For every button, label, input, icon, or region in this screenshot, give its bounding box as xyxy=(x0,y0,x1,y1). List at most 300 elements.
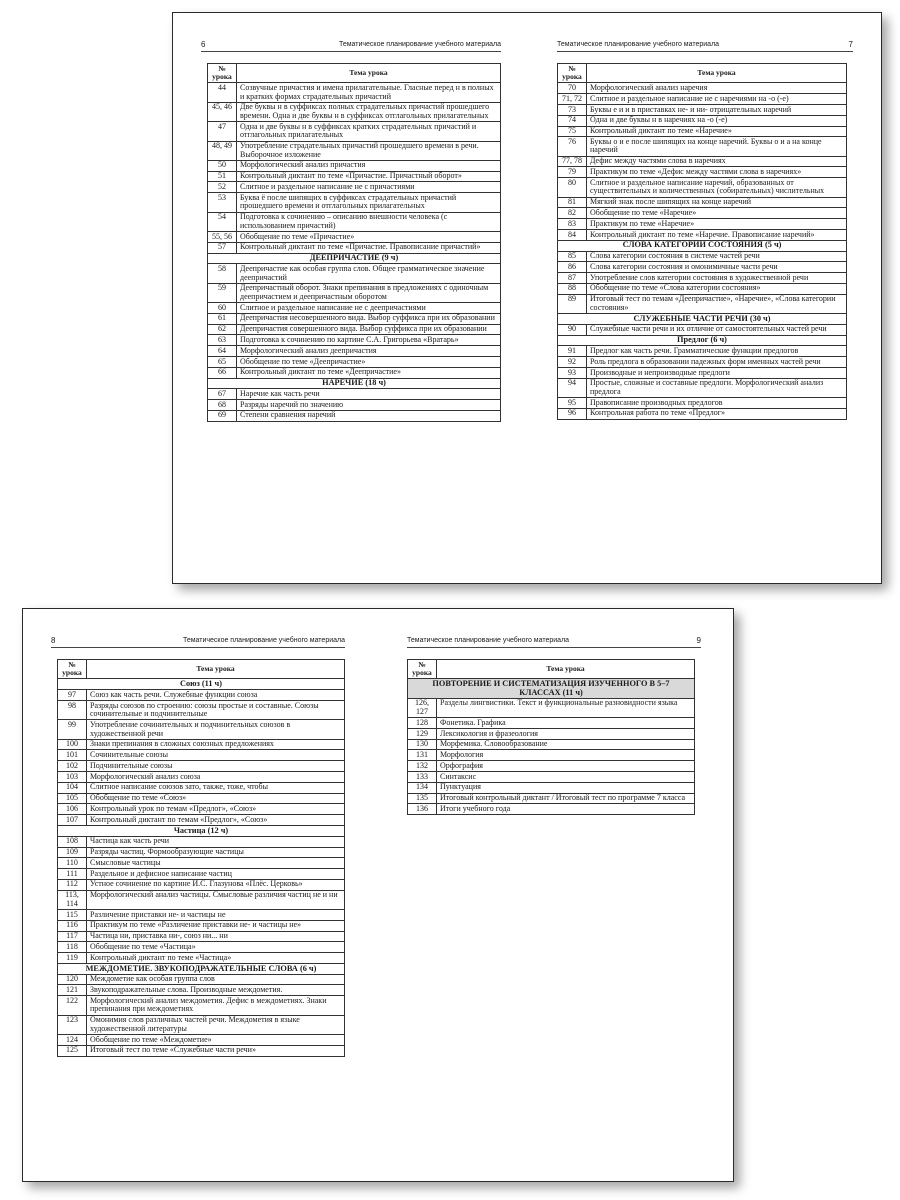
table-row xyxy=(558,262,847,273)
lesson-topic: Союз как часть речи. Служебные функции союза xyxy=(87,690,345,701)
lesson-topic: Морфология xyxy=(437,750,695,761)
lesson-number: 110 xyxy=(58,858,87,869)
lesson-number: 59 xyxy=(208,283,237,302)
running-header xyxy=(557,39,853,52)
section-heading: ДЕЕПРИЧАСТИЕ (9 ч) xyxy=(208,253,501,264)
lesson-number: 128 xyxy=(408,718,437,729)
lesson-number: 102 xyxy=(58,761,87,772)
lesson-number: 121 xyxy=(58,985,87,996)
table-row xyxy=(58,750,345,761)
lesson-topic: Обобщение по теме «Причастие» xyxy=(237,231,501,242)
table-row xyxy=(208,346,501,357)
lesson-number: 101 xyxy=(58,750,87,761)
table-row xyxy=(208,400,501,411)
table-row xyxy=(558,398,847,409)
lesson-topic: Подготовка к сочинению – описанию внешности человека (с использованием причастий) xyxy=(237,212,501,231)
table-row xyxy=(208,182,501,193)
table-row xyxy=(208,410,501,421)
table-row xyxy=(58,1035,345,1046)
lesson-number: 134 xyxy=(408,782,437,793)
lesson-topic: Междометие как особая группа слов xyxy=(87,974,345,985)
lesson-topic: Подготовка к сочинению по картине С.А. Григорьева «Вратарь» xyxy=(237,335,501,346)
lesson-topic: Практикум по теме «Наречие» xyxy=(587,219,847,230)
lesson-number: 62 xyxy=(208,324,237,335)
table-row xyxy=(208,389,501,400)
lesson-number: 107 xyxy=(58,815,87,826)
table-row xyxy=(208,367,501,378)
lesson-topic: Слова категории состояния и омонимичные части речи xyxy=(587,262,847,273)
table-row xyxy=(208,356,501,367)
lesson-topic: Деепричастия несовершенного вида. Выбор суффикса при их образовании xyxy=(237,313,501,324)
lesson-topic: Употребление сочинительных и подчинительных союзов в художественной речи xyxy=(87,720,345,739)
section-heading-row xyxy=(408,679,695,698)
lesson-topic: Употребление страдательных причастий прошедшего времени в речи. Выборочное изложение xyxy=(237,141,501,160)
table-row xyxy=(58,1015,345,1034)
lesson-number: 60 xyxy=(208,303,237,314)
lesson-number: 82 xyxy=(558,208,587,219)
lesson-topic: Итоговый тест по темам «Деепричастие», «Наречие», «Слова категории состояния» xyxy=(587,294,847,313)
table-row xyxy=(58,804,345,815)
table-row xyxy=(58,974,345,985)
table-row xyxy=(408,728,695,739)
table-row xyxy=(408,793,695,804)
lesson-topic: Буква ё после шипящих в суффиксах страдательных причастий прошедшего времени и отглагольных прилагательных xyxy=(237,193,501,212)
table-row xyxy=(558,346,847,357)
lesson-number: 91 xyxy=(558,346,587,357)
lesson-number: 132 xyxy=(408,761,437,772)
lesson-number: 126, 127 xyxy=(408,698,437,717)
table-row xyxy=(58,931,345,942)
table-row xyxy=(208,102,501,121)
lesson-topic: Различение приставки не- и частицы не xyxy=(87,910,345,921)
table-row xyxy=(408,750,695,761)
column-header-lesson-number: № урока xyxy=(208,64,237,83)
table-row xyxy=(558,156,847,167)
lesson-topic: Обобщение по теме «Наречие» xyxy=(587,208,847,219)
running-header-title: Тематическое планирование учебного материала xyxy=(557,41,720,48)
table-row xyxy=(208,303,501,314)
table-header-row xyxy=(408,660,695,679)
lesson-topic: Подчинительные союзы xyxy=(87,761,345,772)
table-row xyxy=(58,761,345,772)
table-row xyxy=(208,193,501,212)
lesson-number: 76 xyxy=(558,137,587,156)
lesson-number: 93 xyxy=(558,367,587,378)
table-row xyxy=(58,815,345,826)
table-row xyxy=(58,890,345,909)
lesson-topic: Контрольный диктант по теме «Причастие. Причастный оборот» xyxy=(237,171,501,182)
lesson-topic: Орфография xyxy=(437,761,695,772)
lesson-number: 95 xyxy=(558,398,587,409)
lesson-number: 108 xyxy=(58,836,87,847)
lesson-topic: Разделы лингвистики. Текст и функциональные разновидности языка xyxy=(437,698,695,717)
table-row xyxy=(558,219,847,230)
table-row xyxy=(408,698,695,717)
section-heading-row xyxy=(58,679,345,690)
table-row xyxy=(558,94,847,105)
lesson-number: 122 xyxy=(58,996,87,1015)
lesson-number: 70 xyxy=(558,83,587,94)
table-row xyxy=(58,953,345,964)
table-header-row xyxy=(558,64,847,83)
lesson-topic: Контрольный диктант по теме «Наречие» xyxy=(587,126,847,137)
lesson-topic: Фонетика. Графика xyxy=(437,718,695,729)
lesson-number: 68 xyxy=(208,400,237,411)
table-row xyxy=(558,115,847,126)
lesson-topic: Употребление слов категории состояния в художественной речи xyxy=(587,273,847,284)
table-row xyxy=(558,208,847,219)
lesson-number: 100 xyxy=(58,739,87,750)
lesson-number: 125 xyxy=(58,1045,87,1056)
lesson-topic: Омонимия слов различных частей речи. Междометия в языке художественной литературы xyxy=(87,1015,345,1034)
lesson-number: 65 xyxy=(208,356,237,367)
lesson-topic: Морфемика. Словообразование xyxy=(437,739,695,750)
section-heading-row xyxy=(208,253,501,264)
table-row xyxy=(558,197,847,208)
lesson-topic: Частица ни, приставка ни-, союз ни... ни xyxy=(87,931,345,942)
lesson-number: 136 xyxy=(408,804,437,815)
table-row xyxy=(558,178,847,197)
lesson-number: 133 xyxy=(408,772,437,783)
table-row xyxy=(558,229,847,240)
lesson-number: 118 xyxy=(58,942,87,953)
lesson-topic: Деепричастный оборот. Знаки препинания в предложениях с одиночным деепричастием и деепричастным оборотом xyxy=(237,283,501,302)
lesson-topic: Контрольный урок по темам «Предлог», «Союз» xyxy=(87,804,345,815)
table-row xyxy=(208,264,501,283)
lesson-plan-table xyxy=(407,659,695,815)
lesson-number: 94 xyxy=(558,378,587,397)
lesson-number: 97 xyxy=(58,690,87,701)
lesson-topic: Обобщение по теме «Частица» xyxy=(87,942,345,953)
table-row xyxy=(58,869,345,880)
section-heading-row xyxy=(558,240,847,251)
table-row xyxy=(58,772,345,783)
lesson-number: 117 xyxy=(58,931,87,942)
table-row xyxy=(208,122,501,141)
lesson-topic: Морфологический анализ частицы. Смысловые различия частиц не и ни xyxy=(87,890,345,909)
table-row xyxy=(408,761,695,772)
lesson-topic: Служебные части речи и их отличие от самостоятельных частей речи xyxy=(587,324,847,335)
section-heading-row xyxy=(558,335,847,346)
lesson-number: 112 xyxy=(58,879,87,890)
table-row xyxy=(558,273,847,284)
section-heading-row xyxy=(58,825,345,836)
running-header xyxy=(201,39,501,52)
running-header xyxy=(407,635,701,648)
lesson-topic: Итоги учебного года xyxy=(437,804,695,815)
table-row xyxy=(558,137,847,156)
table-row xyxy=(558,126,847,137)
table-row xyxy=(558,283,847,294)
lesson-topic: Практикум по теме «Дефис между частями слова в наречиях» xyxy=(587,167,847,178)
table-row xyxy=(408,782,695,793)
lesson-topic: Морфологический анализ деепричастия xyxy=(237,346,501,357)
lesson-number: 123 xyxy=(58,1015,87,1034)
lesson-number: 83 xyxy=(558,219,587,230)
lesson-topic: Правописание производных предлогов xyxy=(587,398,847,409)
table-header-row xyxy=(208,64,501,83)
lesson-topic: Контрольный диктант по темам «Предлог», «Союз» xyxy=(87,815,345,826)
lesson-topic: Мягкий знак после шипящих на конце наречий xyxy=(587,197,847,208)
table-row xyxy=(558,83,847,94)
lesson-number: 106 xyxy=(58,804,87,815)
lesson-topic: Пунктуация xyxy=(437,782,695,793)
table-row xyxy=(408,739,695,750)
lesson-topic: Обобщение по теме «Союз» xyxy=(87,793,345,804)
lesson-topic: Деепричастие как особая группа слов. Общее грамматическое значение деепричастий xyxy=(237,264,501,283)
lesson-topic: Сочинительные союзы xyxy=(87,750,345,761)
lesson-number: 86 xyxy=(558,262,587,273)
section-heading: СЛУЖЕБНЫЕ ЧАСТИ РЕЧИ (30 ч) xyxy=(558,314,847,325)
table-row xyxy=(558,357,847,368)
table-row xyxy=(208,242,501,253)
lesson-number: 98 xyxy=(58,700,87,719)
lesson-topic: Одна и две буквы н в суффиксах кратких страдательных причастий и отглагольных прилагательных xyxy=(237,122,501,141)
lesson-topic: Раздельное и дефисное написание частиц xyxy=(87,869,345,880)
lesson-number: 87 xyxy=(558,273,587,284)
lesson-number: 103 xyxy=(58,772,87,783)
table-row xyxy=(58,985,345,996)
running-header-title: Тематическое планирование учебного материала xyxy=(407,637,570,644)
lesson-topic: Итоговый тест по теме «Служебные части речи» xyxy=(87,1045,345,1056)
lesson-topic: Производные и непроизводные предлоги xyxy=(587,367,847,378)
lesson-number: 79 xyxy=(558,167,587,178)
lesson-topic: Лексикология и фразеология xyxy=(437,728,695,739)
table-row xyxy=(408,804,695,815)
table-row xyxy=(58,793,345,804)
table-row xyxy=(58,858,345,869)
section-heading: Частица (12 ч) xyxy=(58,825,345,836)
table-row xyxy=(58,847,345,858)
column-header-lesson-number: № урока xyxy=(58,660,87,679)
column-header-lesson-number: № урока xyxy=(558,64,587,83)
lesson-number: 61 xyxy=(208,313,237,324)
lesson-number: 67 xyxy=(208,389,237,400)
lesson-topic: Контрольный диктант по теме «Причастие. Правописание причастий» xyxy=(237,242,501,253)
lesson-topic: Морфологический анализ наречия xyxy=(587,83,847,94)
lesson-topic: Контрольный диктант по теме «Частица» xyxy=(87,953,345,964)
section-heading-row xyxy=(58,963,345,974)
table-row xyxy=(58,739,345,750)
table-row xyxy=(558,367,847,378)
lesson-topic: Устное сочинение по картине И.С. Глазунова «Плёс. Церковь» xyxy=(87,879,345,890)
lesson-topic: Контрольный диктант по теме «Деепричастие» xyxy=(237,367,501,378)
section-heading-row xyxy=(558,314,847,325)
lesson-topic: Слитное и раздельное написание не с причастиями xyxy=(237,182,501,193)
lesson-number: 71, 72 xyxy=(558,94,587,105)
table-row xyxy=(58,720,345,739)
column-header-lesson-number: № урока xyxy=(408,660,437,679)
table-row xyxy=(58,782,345,793)
lesson-number: 57 xyxy=(208,242,237,253)
table-row xyxy=(58,920,345,931)
table-row xyxy=(58,942,345,953)
table-row xyxy=(58,700,345,719)
lesson-number: 131 xyxy=(408,750,437,761)
lesson-number: 88 xyxy=(558,283,587,294)
section-heading: Предлог (6 ч) xyxy=(558,335,847,346)
table-row xyxy=(208,83,501,102)
lesson-number: 77, 78 xyxy=(558,156,587,167)
lesson-topic: Роль предлога в образовании падежных форм именных частей речи xyxy=(587,357,847,368)
lesson-plan-table xyxy=(207,63,501,422)
page-number: 6 xyxy=(201,40,206,49)
table-row xyxy=(208,335,501,346)
lesson-number: 96 xyxy=(558,408,587,419)
lesson-number: 92 xyxy=(558,357,587,368)
lesson-number: 135 xyxy=(408,793,437,804)
lesson-topic: Разряды союзов по строению: союзы простые и составные. Союзы сочинительные и подчинительные xyxy=(87,700,345,719)
section-heading: Союз (11 ч) xyxy=(58,679,345,690)
table-row xyxy=(408,772,695,783)
page-number: 7 xyxy=(848,40,853,49)
table-row xyxy=(58,996,345,1015)
lesson-number: 48, 49 xyxy=(208,141,237,160)
table-row xyxy=(558,294,847,313)
table-row xyxy=(58,836,345,847)
table-row xyxy=(208,283,501,302)
running-header-title: Тематическое планирование учебного материала xyxy=(338,41,501,48)
table-row xyxy=(558,324,847,335)
lesson-number: 109 xyxy=(58,847,87,858)
table-row xyxy=(208,231,501,242)
lesson-number: 73 xyxy=(558,104,587,115)
section-heading: СЛОВА КАТЕГОРИИ СОСТОЯНИЯ (5 ч) xyxy=(558,240,847,251)
lesson-topic: Разряды частиц. Формообразующие частицы xyxy=(87,847,345,858)
lesson-number: 54 xyxy=(208,212,237,231)
section-heading: НАРЕЧИЕ (18 ч) xyxy=(208,378,501,389)
lesson-topic: Слитное и раздельное написание не с наречиями на -о (-е) xyxy=(587,94,847,105)
section-heading: МЕЖДОМЕТИЕ. ЗВУКОПОДРАЖАТЕЛЬНЫЕ СЛОВА (6 ч) xyxy=(58,963,345,974)
column-header-lesson-topic: Тема урока xyxy=(237,64,501,83)
book-spread-pages-6-7 xyxy=(172,12,882,584)
lesson-topic: Слитное и раздельное написание наречий, образованных от существительных и количественных (собирательных) числительных xyxy=(587,178,847,197)
lesson-topic: Морфологический анализ междометия. Дефис в междометиях. Знаки препинания при междометиях xyxy=(87,996,345,1015)
lesson-number: 115 xyxy=(58,910,87,921)
lesson-number: 50 xyxy=(208,160,237,171)
lesson-topic: Контрольная работа по теме «Предлог» xyxy=(587,408,847,419)
lesson-number: 53 xyxy=(208,193,237,212)
section-heading: ПОВТОРЕНИЕ И СИСТЕМАТИЗАЦИЯ ИЗУЧЕННОГО В 5–7 КЛАССАХ (11 ч) xyxy=(408,679,695,698)
lesson-number: 81 xyxy=(558,197,587,208)
table-row xyxy=(208,212,501,231)
lesson-number: 104 xyxy=(58,782,87,793)
lesson-topic: Разряды наречий по значению xyxy=(237,400,501,411)
lesson-topic: Морфологический анализ причастия xyxy=(237,160,501,171)
table-row xyxy=(558,408,847,419)
lesson-number: 52 xyxy=(208,182,237,193)
lesson-number: 116 xyxy=(58,920,87,931)
lesson-topic: Смысловые частицы xyxy=(87,858,345,869)
lesson-number: 124 xyxy=(58,1035,87,1046)
lesson-number: 64 xyxy=(208,346,237,357)
lesson-number: 105 xyxy=(58,793,87,804)
lesson-topic: Деепричастия совершенного вида. Выбор суффикса при их образовании xyxy=(237,324,501,335)
lesson-number: 58 xyxy=(208,264,237,283)
table-row xyxy=(58,1045,345,1056)
lesson-topic: Обобщение по теме «Деепричастие» xyxy=(237,356,501,367)
column-header-lesson-topic: Тема урока xyxy=(587,64,847,83)
lesson-number: 120 xyxy=(58,974,87,985)
table-row xyxy=(558,378,847,397)
table-row xyxy=(408,718,695,729)
lesson-number: 129 xyxy=(408,728,437,739)
lesson-topic: Простые, сложные и составные предлоги. Морфологический анализ предлога xyxy=(587,378,847,397)
lesson-number: 119 xyxy=(58,953,87,964)
table-row xyxy=(558,167,847,178)
table-row xyxy=(58,879,345,890)
lesson-topic: Степени сравнения наречий xyxy=(237,410,501,421)
lesson-number: 130 xyxy=(408,739,437,750)
table-row xyxy=(208,324,501,335)
lesson-topic: Слова категории состояния в системе частей речи xyxy=(587,251,847,262)
lesson-number: 66 xyxy=(208,367,237,378)
lesson-topic: Буквы е и и в приставках не- и ни- отрицательных наречий xyxy=(587,104,847,115)
lesson-topic: Одна и две буквы н в наречиях на -о (-е) xyxy=(587,115,847,126)
lesson-plan-table xyxy=(57,659,345,1057)
lesson-topic: Слитное и раздельное написание не с деепричастиями xyxy=(237,303,501,314)
table-row xyxy=(208,160,501,171)
lesson-number: 47 xyxy=(208,122,237,141)
lesson-number: 85 xyxy=(558,251,587,262)
section-heading-row xyxy=(208,378,501,389)
lesson-plan-table xyxy=(557,63,847,420)
lesson-topic: Слитное написание союзов зато, также, тоже, чтобы xyxy=(87,782,345,793)
table-header-row xyxy=(58,660,345,679)
lesson-topic: Наречие как часть речи xyxy=(237,389,501,400)
lesson-topic: Обобщение по теме «Междометие» xyxy=(87,1035,345,1046)
page-number: 8 xyxy=(51,636,56,645)
lesson-topic: Контрольный диктант по теме «Наречие. Правописание наречий» xyxy=(587,229,847,240)
lesson-number: 74 xyxy=(558,115,587,126)
lesson-number: 55, 56 xyxy=(208,231,237,242)
lesson-number: 90 xyxy=(558,324,587,335)
lesson-topic: Практикум по теме «Различение приставки не- и частицы не» xyxy=(87,920,345,931)
lesson-number: 99 xyxy=(58,720,87,739)
column-header-lesson-topic: Тема урока xyxy=(87,660,345,679)
lesson-number: 69 xyxy=(208,410,237,421)
lesson-number: 75 xyxy=(558,126,587,137)
lesson-topic: Дефис между частями слова в наречиях xyxy=(587,156,847,167)
table-row xyxy=(208,313,501,324)
lesson-number: 111 xyxy=(58,869,87,880)
running-header-title: Тематическое планирование учебного материала xyxy=(182,637,345,644)
lesson-topic: Обобщение по теме «Слова категории состояния» xyxy=(587,283,847,294)
lesson-topic: Синтаксис xyxy=(437,772,695,783)
lesson-topic: Морфологический анализ союза xyxy=(87,772,345,783)
lesson-topic: Две буквы н в суффиксах полных страдательных причастий прошедшего времени. Одна и две буквы н в суффиксах отглагольных прилагательных xyxy=(237,102,501,121)
lesson-number: 44 xyxy=(208,83,237,102)
lesson-topic: Предлог как часть речи. Грамматические функции предлогов xyxy=(587,346,847,357)
lesson-topic: Знаки препинания в сложных союзных предложениях xyxy=(87,739,345,750)
lesson-number: 84 xyxy=(558,229,587,240)
lesson-number: 80 xyxy=(558,178,587,197)
lesson-topic: Частица как часть речи xyxy=(87,836,345,847)
lesson-topic: Буквы о и е после шипящих на конце наречий. Буквы о и а на конце наречий xyxy=(587,137,847,156)
table-row xyxy=(558,251,847,262)
running-header xyxy=(51,635,345,648)
lesson-topic: Итоговый контрольный диктант / Итоговый тест по программе 7 класса xyxy=(437,793,695,804)
table-row xyxy=(558,104,847,115)
lesson-number: 113, 114 xyxy=(58,890,87,909)
page-number: 9 xyxy=(696,636,701,645)
column-header-lesson-topic: Тема урока xyxy=(437,660,695,679)
table-row xyxy=(208,141,501,160)
table-row xyxy=(58,910,345,921)
lesson-topic: Звукоподражательные слова. Производные междометия. xyxy=(87,985,345,996)
table-row xyxy=(208,171,501,182)
lesson-topic: Созвучные причастия и имена прилагательные. Гласные перед н в полных и кратких формах страдательных причастий xyxy=(237,83,501,102)
